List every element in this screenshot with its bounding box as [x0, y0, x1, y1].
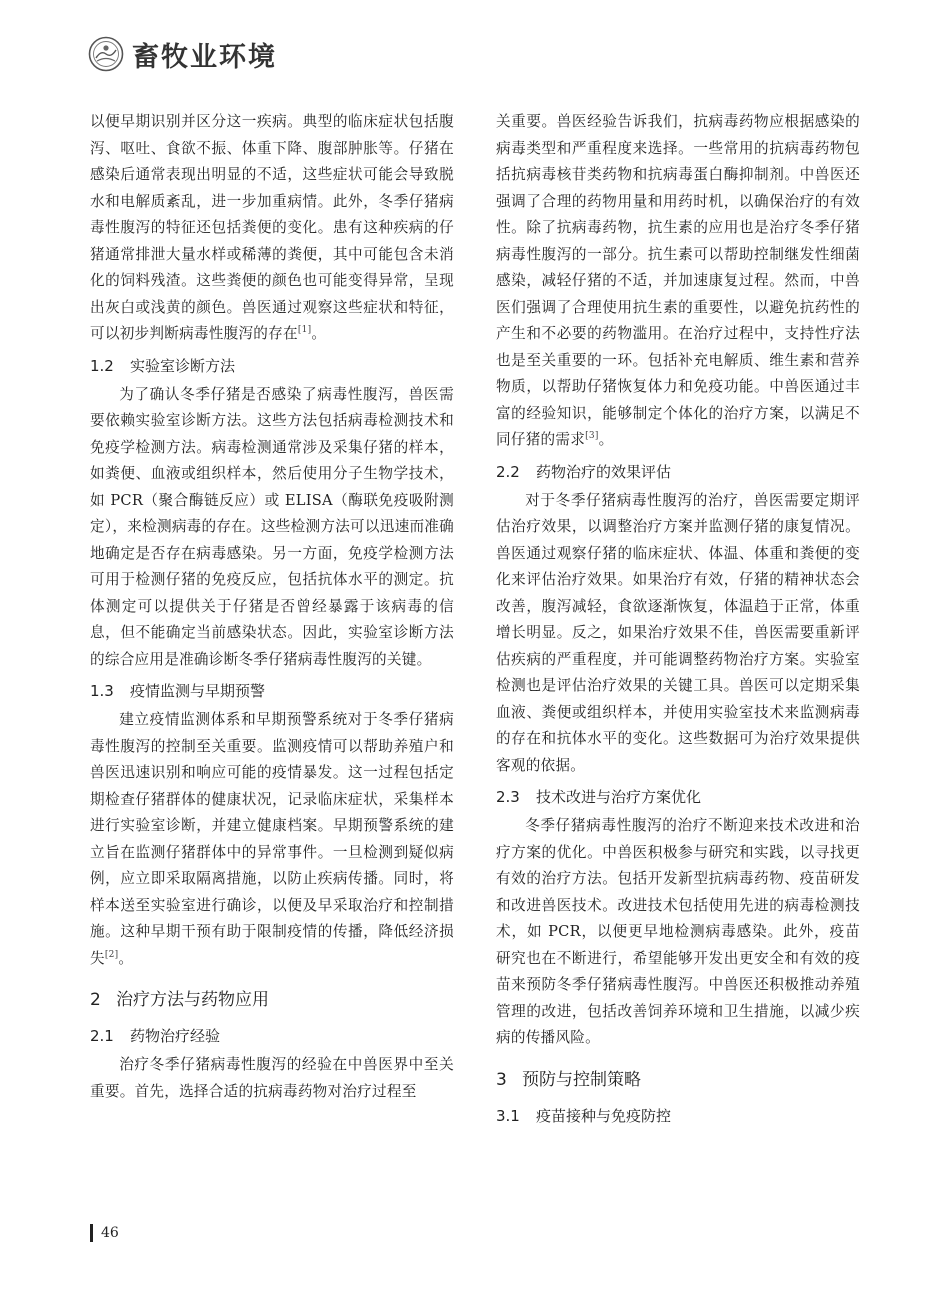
section-heading-3-1: 3.1 疫苗接种与免疫防控: [496, 1106, 672, 1125]
section-heading-2-1: 2.1 药物治疗经验: [90, 1027, 221, 1045]
journal-header: [88, 34, 277, 74]
section-heading-2-3: 2.3 技术改进与治疗方案优化: [496, 788, 702, 806]
paragraph-drug-experience: 治疗冬季仔猪病毒性腹泻的经验在中兽医界中至关重要。首先，选择合适的抗病毒药物对治疗过程至: [90, 1056, 454, 1100]
journal-logo-icon: [88, 36, 124, 72]
page-number: 46: [101, 1225, 119, 1241]
citation-ref-1[interactable]: [1]: [297, 325, 312, 336]
left-column: [90, 109, 454, 1105]
paragraph-lab-diagnosis: 为了确认冬季仔猪是否感染了病毒性腹泻，兽医需要依赖实验室诊断方法。这些方法包括病毒检测技术和免疫学检测方法。病毒检测通常涉及采集仔猪的样本，如粪便、血液或组织样本，然后使用分子生物学技术，如 PCR（聚合酶链反应）或 ELISA（酶联免疫吸附测定），来检测病毒的存在。这些检测方法可以迅速而准确地确定是否存在病毒感染。另一方面，免疫学检测方法可用于检测仔猪的免疫反应，包括抗体水平的测定。抗体测定可以提供关于仔猪是否曾经暴露于该病毒的信息，但不能确定当前感染状态。因此，实验室诊断方法的综合应用是准确诊断冬季仔猪病毒性腹泻的关键。: [90, 385, 454, 668]
section-heading-2: 2 治疗方法与药物应用: [90, 990, 269, 1010]
section-heading-3: 3 预防与控制策略: [496, 1069, 641, 1090]
citation-ref-3[interactable]: [3]: [585, 431, 599, 442]
section-heading-1-3: 1.3 疫情监测与早期预警: [90, 682, 266, 700]
right-column: [496, 109, 860, 1132]
section-heading-1-2: 1.2 实验室诊断方法: [90, 356, 236, 375]
paragraph-effect-evaluation: 对于冬季仔猪病毒性腹泻的治疗，兽医需要定期评估治疗效果，以调整治疗方案并监测仔猪的康复情况。兽医通过观察仔猪的临床症状、体温、体重和粪便的变化来评估治疗效果。如果治疗有效，仔猪的精神状态会改善，腹泻减轻，食欲逐渐恢复，体温趋于正常，体重增长明显。反之，如果治疗效果不佳，兽医需要重新评估疾病的严重程度，并可能调整药物治疗方案。实验室检测也是评估治疗效果的关键工具。兽医可以定期采集血液、粪便或组织样本，并使用实验室技术来监测病毒的存在和抗体水平的变化。这些数据可为治疗效果提供客观的依据。: [496, 491, 860, 774]
journal-title: 畜牧业环境: [132, 41, 277, 73]
paragraph-symptoms: 以便早期识别并区分这一疾病。典型的临床症状包括腹泻、呕吐、食欲不振、体重下降、腹部肿胀等。仔猪在感染后通常表现出明显的不适，这些症状可能会导致脱水和电解质紊乱，进一步加重病情。此外，冬季仔猪病毒性腹泻的特征还包括粪便的变化。患有这种疾病的仔猪通常排泄大量水样或稀薄的粪便，其中可能包含未消化的饲料残渣。这些粪便的颜色也可能变得异常，呈现出灰白或浅黄的颜色。兽医通过观察这些症状和特征，可以初步判断病毒性腹泻的存在[1]。: [90, 113, 454, 342]
citation-ref-2[interactable]: [2]: [104, 949, 119, 960]
footer-bar: [90, 1224, 93, 1242]
paragraph-technical-improvement: 冬季仔猪病毒性腹泻的治疗不断迎来技术改进和治疗方案的优化。中兽医积极参与研究和实践，以寻找更有效的治疗方法。包括开发新型抗病毒药物、疫苗研发和改进兽医技术。改进技术包括使用先进的病毒检测技术，如 PCR，以便更早地检测病毒感染。此外，疫苗研究也在不断进行，希望能够开发出更安全和有效的疫苗来预防冬季仔猪病毒性腹泻。中兽医还积极推动养殖管理的改进，包括改善饲养环境和卫生措施，以减少疾病的传播风险。: [496, 817, 860, 1046]
paragraph-antiviral: 关重要。兽医经验告诉我们，抗病毒药物应根据感染的病毒类型和严重程度来选择。一些常用的抗病毒药物包括抗病毒核苷类药物和抗病毒蛋白酶抑制剂。中兽医还强调了合理的药物用量和用药时机，以确保治疗的有效性。除了抗病毒药物，抗生素的应用也是治疗冬季仔猪病毒性腹泻的一部分。抗生素可以帮助控制继发性细菌感染，减轻仔猪的不适，并加速康复过程。然而，中兽医们强调了合理使用抗生素的重要性，以避免抗药性的产生和不必要的药物滥用。在治疗过程中，支持性疗法也是至关重要的一环。包括补充电解质、维生素和营养物质，以帮助仔猪恢复体力和免疫功能。中兽医通过丰富的经验知识，能够制定个体化的治疗方案，以满足不同仔猪的需求[3]。: [496, 113, 860, 448]
section-heading-2-2: 2.2 药物治疗的效果评估: [496, 462, 672, 481]
paragraph-monitoring: 建立疫情监测体系和早期预警系统对于冬季仔猪病毒性腹泻的控制至关重要。监测疫情可以帮助养殖户和兽医迅速识别和响应可能的疫情暴发。这一过程包括定期检查仔猪群体的健康状况，记录临床症状，采集样本进行实验室诊断，并建立健康档案。早期预警系统的建立旨在监测仔猪群体中的异常事件。一旦检测到疑似病例，应立即采取隔离措施，以防止疾病传播。同时，将样本送至实验室进行确诊，以便及早采取治疗和控制措施。这种早期干预有助于限制疫情的传播，降低经济损失[2]。: [90, 711, 454, 967]
page-footer: [90, 1224, 119, 1242]
